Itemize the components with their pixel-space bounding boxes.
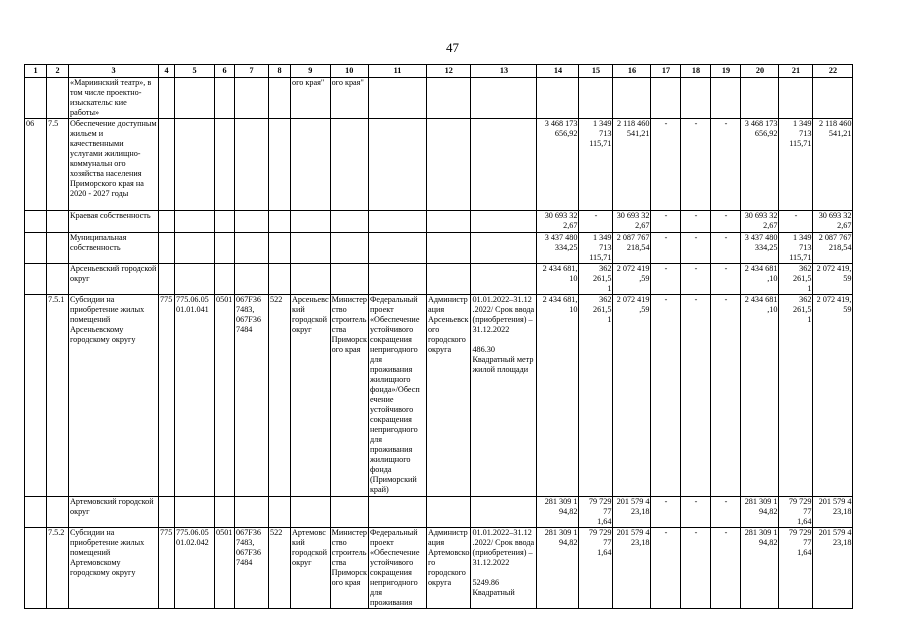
header-cell: 15 xyxy=(579,65,613,78)
amount-cell: 3 468 173 656,92 xyxy=(537,119,579,211)
amount-cell: 281 309 1 94,82 xyxy=(741,528,779,609)
header-cell: 7 xyxy=(235,65,269,78)
amount-cell: 2 118 460 541,21 xyxy=(613,119,651,211)
header-cell: 22 xyxy=(813,65,853,78)
row-title: Краевая собственность xyxy=(69,211,159,233)
amount-cell: 201 579 4 23,18 xyxy=(613,497,651,528)
amount-cell: - xyxy=(681,528,711,609)
header-cell: 13 xyxy=(471,65,537,78)
section-cell: 0501 xyxy=(215,528,235,609)
deadline-cell: 01.01.2022–31.12 .2022/ Срок ввода (приобретения) – 31.12.2022 5249.86 Квадратный xyxy=(471,528,537,609)
amount-cell: 201 579 4 23,18 xyxy=(813,528,853,609)
amount-cell: - xyxy=(651,528,681,609)
table-row xyxy=(25,528,853,609)
amount-cell: - xyxy=(651,295,681,497)
amount-cell: 30 693 32 2,67 xyxy=(741,211,779,233)
row-title: Субсидии на приобретение жилых помещений Арсеньевскому городскому округу xyxy=(69,295,159,497)
table-row xyxy=(25,264,853,295)
executor-cell: ого края" xyxy=(330,78,368,119)
executor-cell: Министер ство строитель ства Приморск ого края xyxy=(330,528,368,609)
amount-cell: - xyxy=(681,233,711,264)
amount-cell: 201 579 4 23,18 xyxy=(613,528,651,609)
amount-cell: 2 434 681 ,10 xyxy=(741,295,779,497)
amount-cell: 30 693 32 2,67 xyxy=(537,211,579,233)
amount-cell: - xyxy=(681,264,711,295)
amount-cell: 1 349 713 115,71 xyxy=(579,119,613,211)
header-cell: 2 xyxy=(47,65,69,78)
amount-cell: 362 261,5 1 xyxy=(779,264,813,295)
header-cell: 14 xyxy=(537,65,579,78)
header-cell: 18 xyxy=(681,65,711,78)
row-number: 7.5.2 xyxy=(47,528,69,609)
project-cell: Федеральный проект «Обеспечение устойчивого сокращения непригодного для проживания жилищного фонда»/Обесп ечение устойчивого сокращения непригодного для проживания жилищного фонда (Приморский край) xyxy=(368,295,426,497)
amount-cell: 30 693 32 2,67 xyxy=(613,211,651,233)
table-row xyxy=(25,497,853,528)
amount-cell: - xyxy=(651,497,681,528)
amount-cell: - xyxy=(651,211,681,233)
code-cell: 775.06.05 01.01.041 xyxy=(175,295,215,497)
customer-cell: Администр ация Арсеньевск ого городского округа xyxy=(426,295,470,497)
amount-cell: 362 261,5 1 xyxy=(579,264,613,295)
amount-cell: 1 349 713 115,71 xyxy=(779,233,813,264)
amount-cell: - xyxy=(579,211,613,233)
customer-cell: Администр ация Артемовско го городского округа xyxy=(426,528,470,609)
header-cell: 20 xyxy=(741,65,779,78)
amount-cell: - xyxy=(651,233,681,264)
project-cell: Федеральный проект «Обеспечение устойчивого сокращения непригодного для проживания xyxy=(368,528,426,609)
grbs-cell: 775 xyxy=(159,295,175,497)
row-number: 7.5.1 xyxy=(47,295,69,497)
header-cell: 19 xyxy=(711,65,741,78)
amount-cell: 362 261,5 1 xyxy=(579,295,613,497)
row-number: 7.5 xyxy=(47,119,69,211)
amount-cell: - xyxy=(681,211,711,233)
header-cell: 5 xyxy=(175,65,215,78)
table-row xyxy=(25,211,853,233)
amount-cell: 2 434 681, 10 xyxy=(537,264,579,295)
vr-cell: 522 xyxy=(269,528,291,609)
row-title: Артемовский городской округ xyxy=(69,497,159,528)
grbs-cell: 775 xyxy=(159,528,175,609)
section-cell: 0501 xyxy=(215,295,235,497)
amount-cell: - xyxy=(711,233,741,264)
amount-cell: - xyxy=(651,119,681,211)
amount-cell: 2 072 419, 59 xyxy=(813,295,853,497)
amount-cell: 281 309 1 94,82 xyxy=(537,528,579,609)
amount-cell: 79 729 77 1,64 xyxy=(779,528,813,609)
table-row xyxy=(25,233,853,264)
recipient-cell: Арсеньевс кий городской округ xyxy=(291,295,331,497)
executor-cell: Министер ство строитель ства Приморск ого края xyxy=(330,295,368,497)
header-cell: 21 xyxy=(779,65,813,78)
table-row xyxy=(25,78,853,119)
recipient-cell: Артемовс кий городской округ xyxy=(291,528,331,609)
header-cell: 10 xyxy=(330,65,368,78)
header-cell: 3 xyxy=(69,65,159,78)
amount-cell: 30 693 32 2,67 xyxy=(813,211,853,233)
amount-cell: 362 261,5 1 xyxy=(779,295,813,497)
header-cell: 6 xyxy=(215,65,235,78)
amount-cell: - xyxy=(651,264,681,295)
header-cell: 8 xyxy=(269,65,291,78)
code-cell: 775.06.05 01.02.042 xyxy=(175,528,215,609)
amount-cell: - xyxy=(711,119,741,211)
row-code: 06 xyxy=(25,119,47,211)
header-cell: 17 xyxy=(651,65,681,78)
row-title: Субсидии на приобретение жилых помещений Артемовскому городскому округу xyxy=(69,528,159,609)
budget-table xyxy=(24,64,853,609)
table-row xyxy=(25,119,853,211)
csr-cell: 067F36 7483, 067F36 7484 xyxy=(235,528,269,609)
amount-cell: - xyxy=(711,295,741,497)
csr-cell: 067F36 7483, 067F36 7484 xyxy=(235,295,269,497)
deadline-cell: 01.01.2022–31.12 .2022/ Срок ввода (приобретения) – 31.12.2022 486.30 Квадратный метр жилой площади xyxy=(471,295,537,497)
amount-cell: 3 437 480 334,25 xyxy=(537,233,579,264)
amount-cell: - xyxy=(779,211,813,233)
header-cell: 12 xyxy=(426,65,470,78)
page-number: 47 xyxy=(446,40,459,55)
row-title: Арсеньевский городской округ xyxy=(69,264,159,295)
amount-cell: 3 437 480 334,25 xyxy=(741,233,779,264)
amount-cell: 3 468 173 656,92 xyxy=(741,119,779,211)
row-title: «Мариинский театр», в том числе проектно-изыскательс кие работы» xyxy=(69,78,159,119)
amount-cell: - xyxy=(681,497,711,528)
amount-cell: 2 087 767 218,54 xyxy=(813,233,853,264)
amount-cell: 2 118 460 541,21 xyxy=(813,119,853,211)
vr-cell: 522 xyxy=(269,295,291,497)
header-cell: 1 xyxy=(25,65,47,78)
amount-cell: - xyxy=(681,119,711,211)
header-cell: 16 xyxy=(613,65,651,78)
header-cell: 9 xyxy=(291,65,331,78)
amount-cell: - xyxy=(711,211,741,233)
amount-cell: 2 072 419 ,59 xyxy=(613,295,651,497)
amount-cell: 281 309 1 94,82 xyxy=(741,497,779,528)
amount-cell: 2 087 767 218,54 xyxy=(613,233,651,264)
amount-cell: 79 729 77 1,64 xyxy=(779,497,813,528)
amount-cell: 2 434 681 ,10 xyxy=(741,264,779,295)
table-header-row xyxy=(25,65,853,78)
amount-cell: 201 579 4 23,18 xyxy=(813,497,853,528)
row-title: Обеспечение доступным жильем и качественными услугами жилищно-коммунальн ого хозяйства населения Приморского края на 2020 - 2027 годы xyxy=(69,119,159,211)
table-row xyxy=(25,295,853,497)
amount-cell: 79 729 77 1,64 xyxy=(579,497,613,528)
amount-cell: - xyxy=(711,264,741,295)
amount-cell: 2 072 419 ,59 xyxy=(613,264,651,295)
amount-cell: 281 309 1 94,82 xyxy=(537,497,579,528)
amount-cell: 1 349 713 115,71 xyxy=(779,119,813,211)
row-title: Муниципальная собственность xyxy=(69,233,159,264)
amount-cell: - xyxy=(681,295,711,497)
amount-cell: 2 072 419, 59 xyxy=(813,264,853,295)
amount-cell: 79 729 77 1,64 xyxy=(579,528,613,609)
header-cell: 4 xyxy=(159,65,175,78)
amount-cell: 1 349 713 115,71 xyxy=(579,233,613,264)
header-cell: 11 xyxy=(368,65,426,78)
amount-cell: 2 434 681, 10 xyxy=(537,295,579,497)
executor-cell: ого края" xyxy=(291,78,331,119)
amount-cell: - xyxy=(711,497,741,528)
amount-cell: - xyxy=(711,528,741,609)
